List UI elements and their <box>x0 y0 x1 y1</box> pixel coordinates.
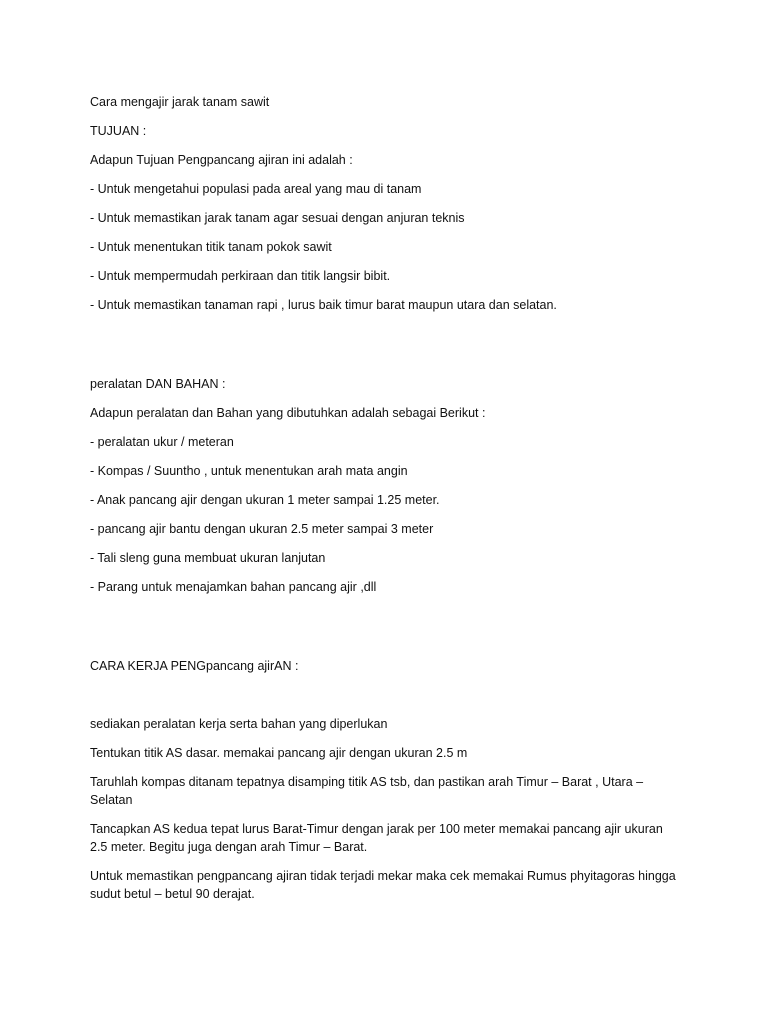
list-item: - Anak pancang ajir dengan ukuran 1 meter sampai 1.25 meter. <box>90 493 440 507</box>
section-heading-peralatan: peralatan DAN BAHAN : <box>90 377 226 391</box>
spacer <box>90 607 690 657</box>
list-item: - pancang ajir bantu dengan ukuran 2.5 meter sampai 3 meter <box>90 522 434 536</box>
list-item: - Untuk mengetahui populasi pada areal yang mau di tanam <box>90 182 422 196</box>
step-item: Taruhlah kompas ditanam tepatnya disamping titik AS tsb, dan pastikan arah Timur – Barat , Utara – Selatan <box>90 775 644 807</box>
list-item: - Untuk memastikan jarak tanam agar sesuai dengan anjuran teknis <box>90 211 465 225</box>
step-item: sediakan peralatan kerja serta bahan yang diperlukan <box>90 717 388 731</box>
list-item: - Kompas / Suuntho , untuk menentukan arah mata angin <box>90 464 408 478</box>
list-item: - Untuk mempermudah perkiraan dan titik langsir bibit. <box>90 269 391 283</box>
list-item: - peralatan ukur / meteran <box>90 435 234 449</box>
list-item: - Tali sleng guna membuat ukuran lanjutan <box>90 551 326 565</box>
step-item: Tancapkan AS kedua tepat lurus Barat-Timur dengan jarak per 100 meter memakai pancang ajir ukuran 2.5 meter. Begitu juga dengan arah Timur – Barat. <box>90 822 663 854</box>
section-heading-cara-kerja: CARA KERJA PENGpancang ajirAN : <box>90 659 299 673</box>
list-item: - Untuk memastikan tanaman rapi , lurus baik timur barat maupun utara dan selatan. <box>90 298 557 312</box>
list-item: - Parang untuk menajamkan bahan pancang ajir ,dll <box>90 580 377 594</box>
section-intro-peralatan: Adapun peralatan dan Bahan yang dibutuhkan adalah sebagai Berikut : <box>90 406 486 420</box>
spacer <box>90 325 690 375</box>
section-intro-tujuan: Adapun Tujuan Pengpancang ajiran ini adalah : <box>90 153 353 167</box>
document-body <box>90 93 690 914</box>
step-item: Tentukan titik AS dasar. memakai pancang ajir dengan ukuran 2.5 m <box>90 746 468 760</box>
document-title: Cara mengajir jarak tanam sawit <box>90 95 270 109</box>
list-item: - Untuk menentukan titik tanam pokok sawit <box>90 240 332 254</box>
spacer <box>90 686 690 715</box>
step-item: Untuk memastikan pengpancang ajiran tidak terjadi mekar maka cek memakai Rumus phyitagoras hingga sudut betul – betul 90 derajat. <box>90 869 676 901</box>
section-heading-tujuan: TUJUAN : <box>90 124 147 138</box>
